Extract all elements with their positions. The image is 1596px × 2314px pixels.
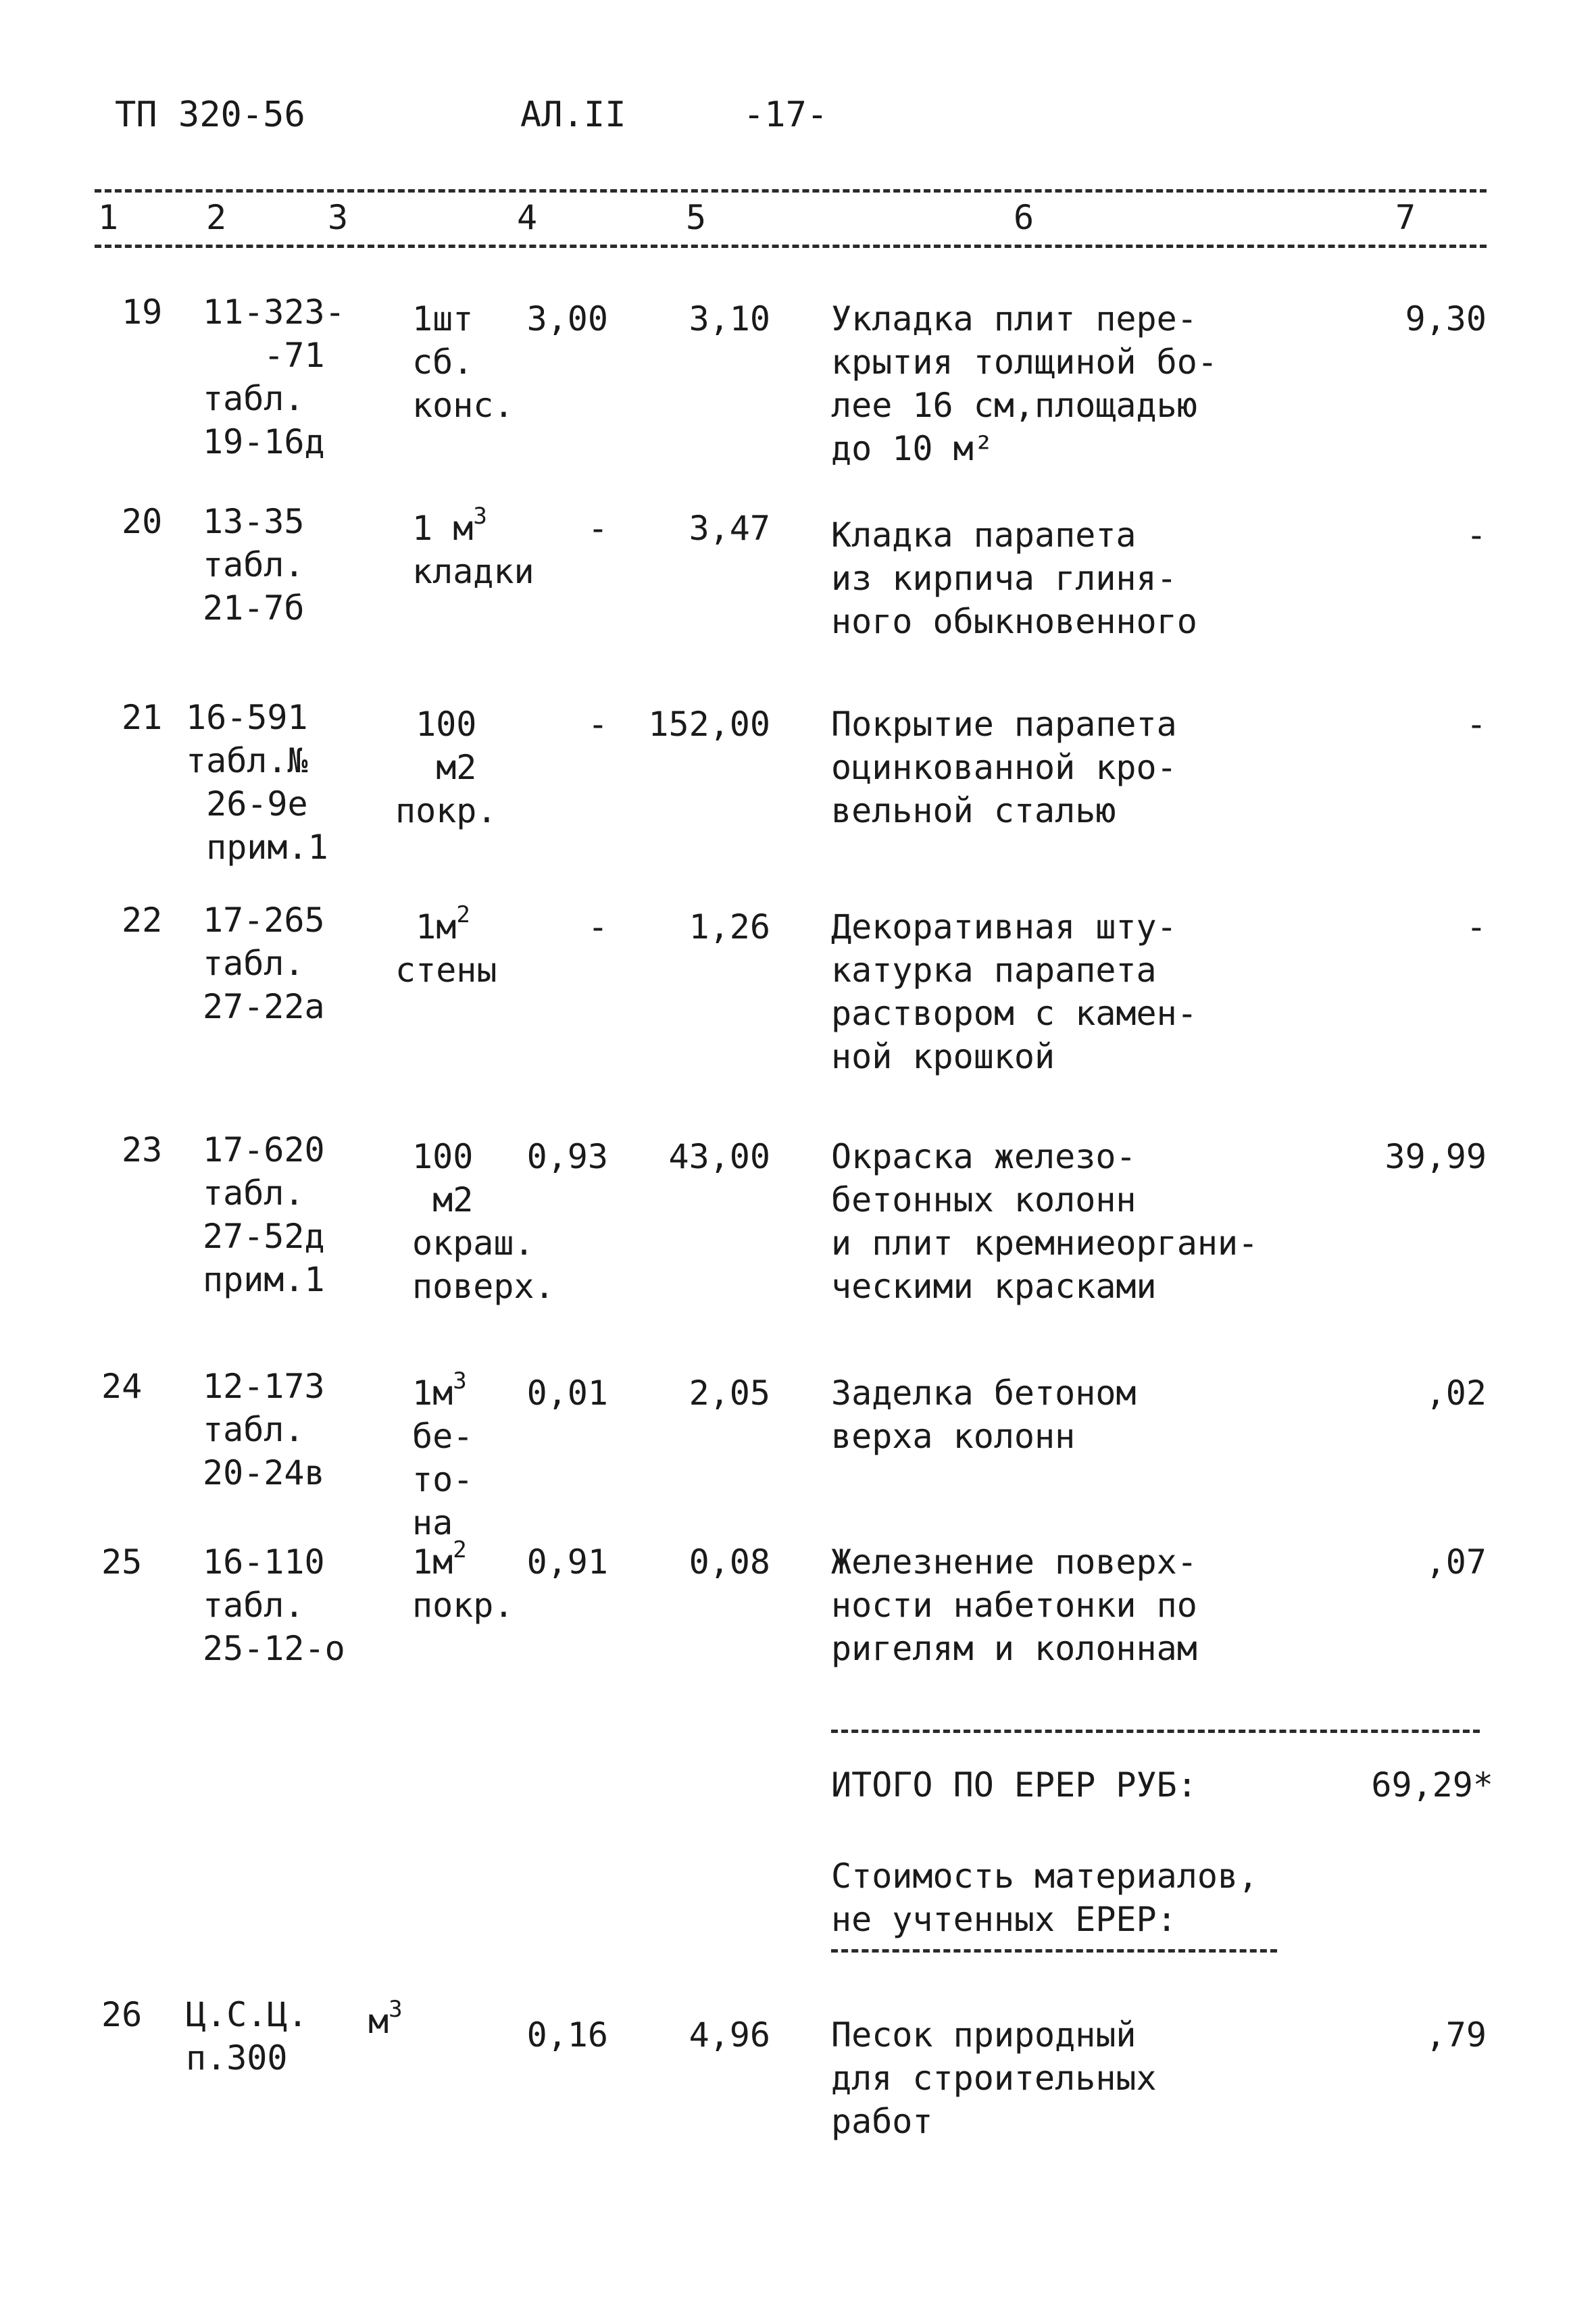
sheet-label: АЛ.II [520, 95, 626, 135]
col-header-7: 7 [1395, 198, 1416, 237]
row-19-unit: 1шт сб. конс. [412, 299, 514, 425]
row-26-code: Ц.С.Ц. п.300 [186, 1995, 308, 2078]
row-26-price: 4,96 [689, 2015, 770, 2055]
row-21-code: 16-591 табл.№ 26-9е прим.1 [186, 698, 328, 867]
col-header-6: 6 [1014, 198, 1034, 237]
row-26-total: ,79 [1425, 2015, 1487, 2055]
row-24-num: 24 [101, 1367, 143, 1406]
row-25-code: 16-110 табл. 25-12-о [203, 1542, 345, 1668]
row-25-desc: Железнение поверх- ности набетонки по ригелям и колоннам [831, 1542, 1197, 1668]
row-20-qty: - [587, 509, 608, 548]
row-23-price: 43,00 [668, 1137, 770, 1176]
header-top-rule [95, 189, 1487, 193]
row-25-qty: 0,91 [526, 1542, 608, 1582]
row-22-code: 17-265 табл. 27-22а [203, 901, 325, 1026]
page-number: -17- [743, 95, 828, 135]
header-bottom-rule [95, 245, 1487, 248]
row-21-unit: 100 м2 покр. [395, 705, 497, 830]
row-20-num: 20 [122, 502, 163, 541]
row-24-price: 2,05 [689, 1374, 770, 1413]
row-22-total: - [1466, 907, 1487, 947]
row-21-desc: Покрытие парапета оцинкованной кро- вельной сталью [831, 705, 1177, 830]
materials-rule [831, 1949, 1277, 1953]
row-26-desc: Песок природный для строительных работ [831, 2015, 1157, 2141]
row-19-code: 11-323- -71 табл. 19-16д [203, 293, 345, 461]
row-25-price: 0,08 [689, 1542, 770, 1582]
row-24-desc: Заделка бетоном верха колонн [831, 1374, 1137, 1456]
subtotal-value: 69,29* [1371, 1765, 1493, 1805]
doc-code: ТП 320-56 [115, 95, 305, 135]
row-22-price: 1,26 [689, 907, 770, 947]
col-header-1: 1 [98, 198, 119, 237]
materials-note: Стоимость материалов, не учтенных ЕРЕР: [831, 1857, 1259, 1939]
row-19-total: 9,30 [1405, 299, 1487, 338]
row-21-num: 21 [122, 698, 163, 737]
row-21-price: 152,00 [648, 705, 770, 744]
subtotal-rule [831, 1730, 1480, 1733]
row-20-desc: Кладка парапета из кирпича глиня- ного обыкновенного [831, 515, 1197, 641]
row-26-unit: $м^3$ [368, 1996, 403, 2041]
col-header-5: 5 [686, 198, 707, 237]
row-24-total: ,02 [1425, 1374, 1487, 1413]
row-24-qty: 0,01 [526, 1374, 608, 1413]
row-22-num: 22 [122, 901, 163, 940]
row-19-desc: Укладка плит пере- крытия толщиной бо- лее 16 см,площадью до 10 м² [831, 299, 1218, 468]
col-header-2: 2 [206, 198, 227, 237]
row-19-num: 19 [122, 293, 163, 332]
row-25-unit: $1м^2$ покр. [412, 1536, 514, 1625]
row-23-unit: 100 м2 окраш. поверх. [412, 1137, 555, 1306]
row-23-total: 39,99 [1385, 1137, 1487, 1176]
row-21-total: - [1466, 705, 1487, 744]
row-22-unit: $1м^2$ стены [395, 901, 497, 990]
row-26-num: 26 [101, 1995, 143, 2034]
row-26-qty: 0,16 [526, 2015, 608, 2055]
col-header-3: 3 [328, 198, 349, 237]
row-19-price: 3,10 [689, 299, 770, 338]
row-23-num: 23 [122, 1130, 163, 1169]
row-22-desc: Декоративная шту- катурка парапета раствором с камен- ной крошкой [831, 907, 1197, 1076]
row-20-code: 13-35 табл. 21-7б [203, 502, 305, 628]
row-24-unit: $1м^3$ бе- то- на [412, 1367, 474, 1542]
subtotal-label: ИТОГО ПО ЕРЕР РУБ: [831, 1765, 1197, 1805]
row-20-price: 3,47 [689, 509, 770, 548]
row-20-total: - [1466, 515, 1487, 555]
row-22-qty: - [587, 907, 608, 947]
row-25-total: ,07 [1425, 1542, 1487, 1582]
col-header-4: 4 [517, 198, 538, 237]
row-20-unit: 1 $м^3$ кладки [412, 503, 534, 591]
row-19-qty: 3,00 [526, 299, 608, 338]
row-21-qty: - [587, 705, 608, 744]
row-25-num: 25 [101, 1542, 143, 1582]
row-23-code: 17-620 табл. 27-52д прим.1 [203, 1130, 325, 1299]
row-23-qty: 0,93 [526, 1137, 608, 1176]
row-24-code: 12-173 табл. 20-24в [203, 1367, 325, 1492]
row-23-desc: Окраска железо- бетонных колонн и плит кремниеоргани- ческими красками [831, 1137, 1259, 1306]
